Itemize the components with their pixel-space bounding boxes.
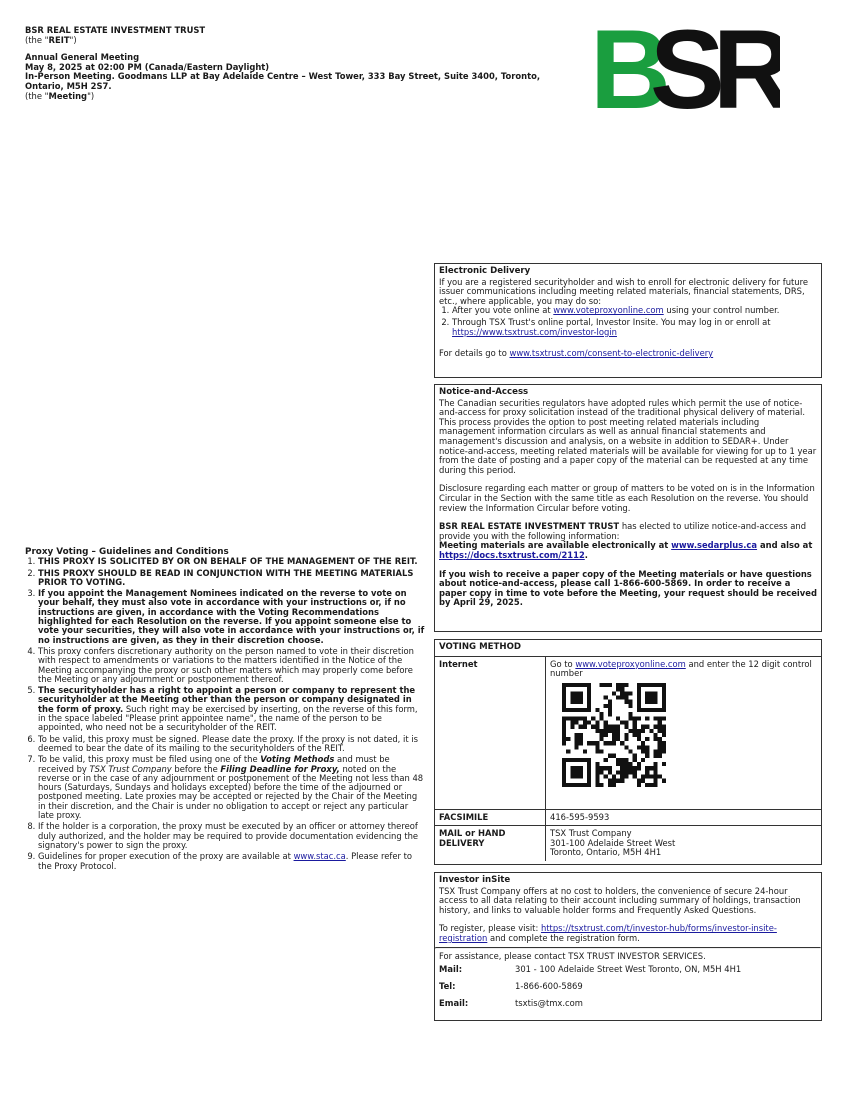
contact-mail-row: Mail: 301 - 100 Adelaide Street West Toronto, ON, M5H 4H1 [439, 964, 742, 975]
investor-insite-box [434, 872, 822, 1021]
list-item: 6. To be valid, this proxy must be signed. Please date the proxy. If the proxy is not dated, it is deemed to bear the date of its mailing to the securityholders of the REIT. [38, 735, 425, 754]
consent-electronic-delivery-link[interactable]: www.tsxtrust.com/consent-to-electronic-delivery [509, 348, 714, 359]
proxy-guidelines [25, 548, 425, 873]
voteproxyonline-link[interactable]: www.voteproxyonline.com [553, 305, 664, 316]
investor-insite-title: Investor inSite [439, 875, 511, 885]
proxy-guidelines-title: Proxy Voting – Guidelines and Conditions [25, 547, 229, 557]
fax-value: 416-595-9593 [550, 811, 610, 822]
mail-value: TSX Trust Company 301-100 Adelaide Street West Toronto, Ontario, M5H 4H1 [550, 828, 676, 858]
list-item: 7. To be valid, this proxy must be filed using one of the Voting Methods and must be received by TSX Trust Company before the Filing Deadline for Proxy, noted on the reverse or in the case of any adjournment or postponement of the Meeting not less than 48 hours (Saturdays, Sundays and holidays excepted) before the time of the adjourned or postponed meeting. Late proxies may be accepted or rejected by the Chair of the Meeting in their discretion, and the Chair is under no obligation to accept or reject any particular late proxy. [38, 755, 425, 820]
contact-tel-row: Tel: 1-866-600-5869 [439, 981, 583, 992]
meeting-header [25, 26, 545, 101]
investor-insite-register: To register, please visit: https://tsxtrust.com/t/investor-hub/forms/investor-insite-registration and complete the registration form. [439, 923, 777, 943]
meeting-datetime: May 8, 2025 at 02:00 PM (Canada/Eastern Daylight) [25, 61, 270, 72]
fax-label: FACSIMILE [435, 810, 546, 826]
notice-and-access-box [434, 384, 822, 632]
list-item: 5. The securityholder has a right to appoint a person or company to represent the securityholder at the Meeting other than the person or company designated in the form of proxy. Such right may be exercised by inserting, on the reverse of this form, in the space labeled "Please print appointee name", the name of the person to be appointed, who need not be a securityholder of the REIT. [38, 686, 425, 732]
company-name: BSR REAL ESTATE INVESTMENT TRUST [25, 25, 206, 35]
notice-access-paragraph: The Canadian securities regulators have adopted rules which permit the use of notice-and-access for proxy solicitation instead of the traditional physical delivery of material. This process provides the option to post meeting related materials including management information circulars as well as annual financial statements and management's discussion and analysis, on a website in addition to SEDAR+. Under notice-and-access, meeting related materials will be available for viewing for up to 1 year from the date of posting and a paper copy of the material can be requested at any time during this period. [439, 397, 817, 475]
contact-email-row: Email: tsxtis@tmx.com [439, 998, 583, 1009]
list-item: 3. If you appoint the Management Nominees indicated on the reverse to vote on your behalf, they must also vote in accordance with your instructions or, if no instructions are given, in accordance with the Voting Recommendations highlighted for each Resolution on the reverse. If you appoint someone else to vote your securities, they will also vote in accordance with your instructions or, if no instructions are given, as they in their discretion choose. [38, 589, 425, 645]
svg-text:SR: SR [650, 22, 780, 114]
voting-mail-row [435, 826, 821, 861]
electronic-delivery-title: Electronic Delivery [439, 266, 531, 276]
bsr-logo-graphic [590, 22, 780, 114]
list-item: 9. Guidelines for proper execution of the proxy are available at www.stac.ca. Please refer to the Proxy Protocol. [38, 852, 425, 871]
list-item: 8. If the holder is a corporation, the proxy must be executed by an officer or attorney thereof duly authorized, and the holder may be required to provide documentation evidencing the signatory's power to sign the proxy. [38, 822, 425, 850]
meeting-type: Annual General Meeting [25, 52, 140, 63]
meeting-location: In-Person Meeting. Goodmans LLP at Bay Adelaide Centre – West Tower, 333 Bay Street, Suite 3400, Toronto, Ontario, M5H 2S7. [25, 71, 541, 91]
voting-method-title: VOTING METHOD [435, 640, 821, 657]
voting-fax-row [435, 810, 821, 827]
list-item: 4. This proxy confers discretionary authority on the person named to vote in their discretion with respect to amendments or variations to the matters identified in the Notice of the Meeting accompanying the proxy or such other matters which may properly come before the Meeting or any adjournment or postponement thereof. [38, 647, 425, 684]
internet-label: Internet [435, 657, 546, 809]
voteproxyonline-link[interactable]: www.voteproxyonline.com [575, 658, 686, 669]
mail-label: MAIL or HAND DELIVERY [435, 826, 546, 861]
insite-registration-link[interactable]: https://tsxtrust.com/t/investor-hub/forms/investor-insite-registration [439, 923, 777, 943]
electronic-delivery-intro: If you are a registered securityholder and wish to enroll for electronic delivery for future issuer communications including meeting related materials, financial statements, DRS, etc., where applicable, you may do so: [439, 276, 809, 306]
assistance-text: For assistance, please contact TSX TRUST INVESTOR SERVICES. [439, 950, 706, 961]
svg-text:B: B [590, 22, 659, 114]
voting-method-box [434, 639, 822, 865]
notice-access-paragraph: Disclosure regarding each matter or group of matters to be voted on is in the Information Circular in the Section with the same title as each Resolution on the reverse. You should review the Information Circular before voting. [439, 483, 815, 513]
electronic-delivery-details: For details go to www.tsxtrust.com/consent-to-electronic-delivery [439, 348, 714, 359]
sedarplus-link[interactable]: www.sedarplus.ca [671, 540, 758, 551]
list-item: 2. Through TSX Trust's online portal, Investor Insite. You may log in or enroll at https://www.tsxtrust.com/investor-login [452, 318, 817, 337]
notice-access-paper-copy: If you wish to receive a paper copy of the Meeting materials or have questions about notice-and-access, please call 1-866-600-5869. In order to receive a paper copy in time to vote before the Meeting, your request should be received by April 29, 2025. [439, 568, 817, 608]
docs-tsxtrust-link[interactable]: https://docs.tsxtrust.com/2112 [439, 549, 585, 560]
stac-link[interactable]: www.stac.ca [293, 851, 346, 862]
list-item: 1. After you vote online at www.voteproxyonline.com using your control number. [452, 306, 817, 316]
notice-access-materials: Meeting materials are available electronically at www.sedarplus.ca and also at https://docs.tsxtrust.com/2112. [439, 540, 813, 560]
investor-login-link[interactable]: https://www.tsxtrust.com/investor-login [452, 326, 617, 337]
list-item: 1. THIS PROXY IS SOLICITED BY OR ON BEHALF OF THE MANAGEMENT OF THE REIT. [38, 557, 425, 566]
notice-access-title: Notice-and-Access [439, 387, 529, 397]
proxy-guidelines-list [25, 557, 425, 871]
voting-internet-row [435, 657, 821, 810]
investor-insite-paragraph: TSX Trust Company offers at no cost to holders, the convenience of secure 24-hour access to all data relating to their account including summary of holdings, transaction history, and links to valuable holder forms and Frequently Asked Questions. [439, 885, 801, 915]
bsr-logo [590, 22, 780, 114]
qr-code-icon[interactable] [562, 683, 666, 787]
electronic-delivery-box [434, 263, 822, 378]
electronic-delivery-list [439, 306, 817, 337]
meeting-definition: (the "Meeting") [25, 90, 95, 101]
list-item: 2. THIS PROXY SHOULD BE READ IN CONJUNCTION WITH THE MEETING MATERIALS PRIOR TO VOTING. [38, 569, 425, 588]
reit-definition: (the "REIT") [25, 34, 77, 45]
internet-value: Go to www.voteproxyonline.com and enter the 12 digit control number [546, 657, 821, 809]
notice-access-paragraph: BSR REAL ESTATE INVESTMENT TRUST has elected to utilize notice-and-access and provide you with the following information: [439, 521, 807, 541]
